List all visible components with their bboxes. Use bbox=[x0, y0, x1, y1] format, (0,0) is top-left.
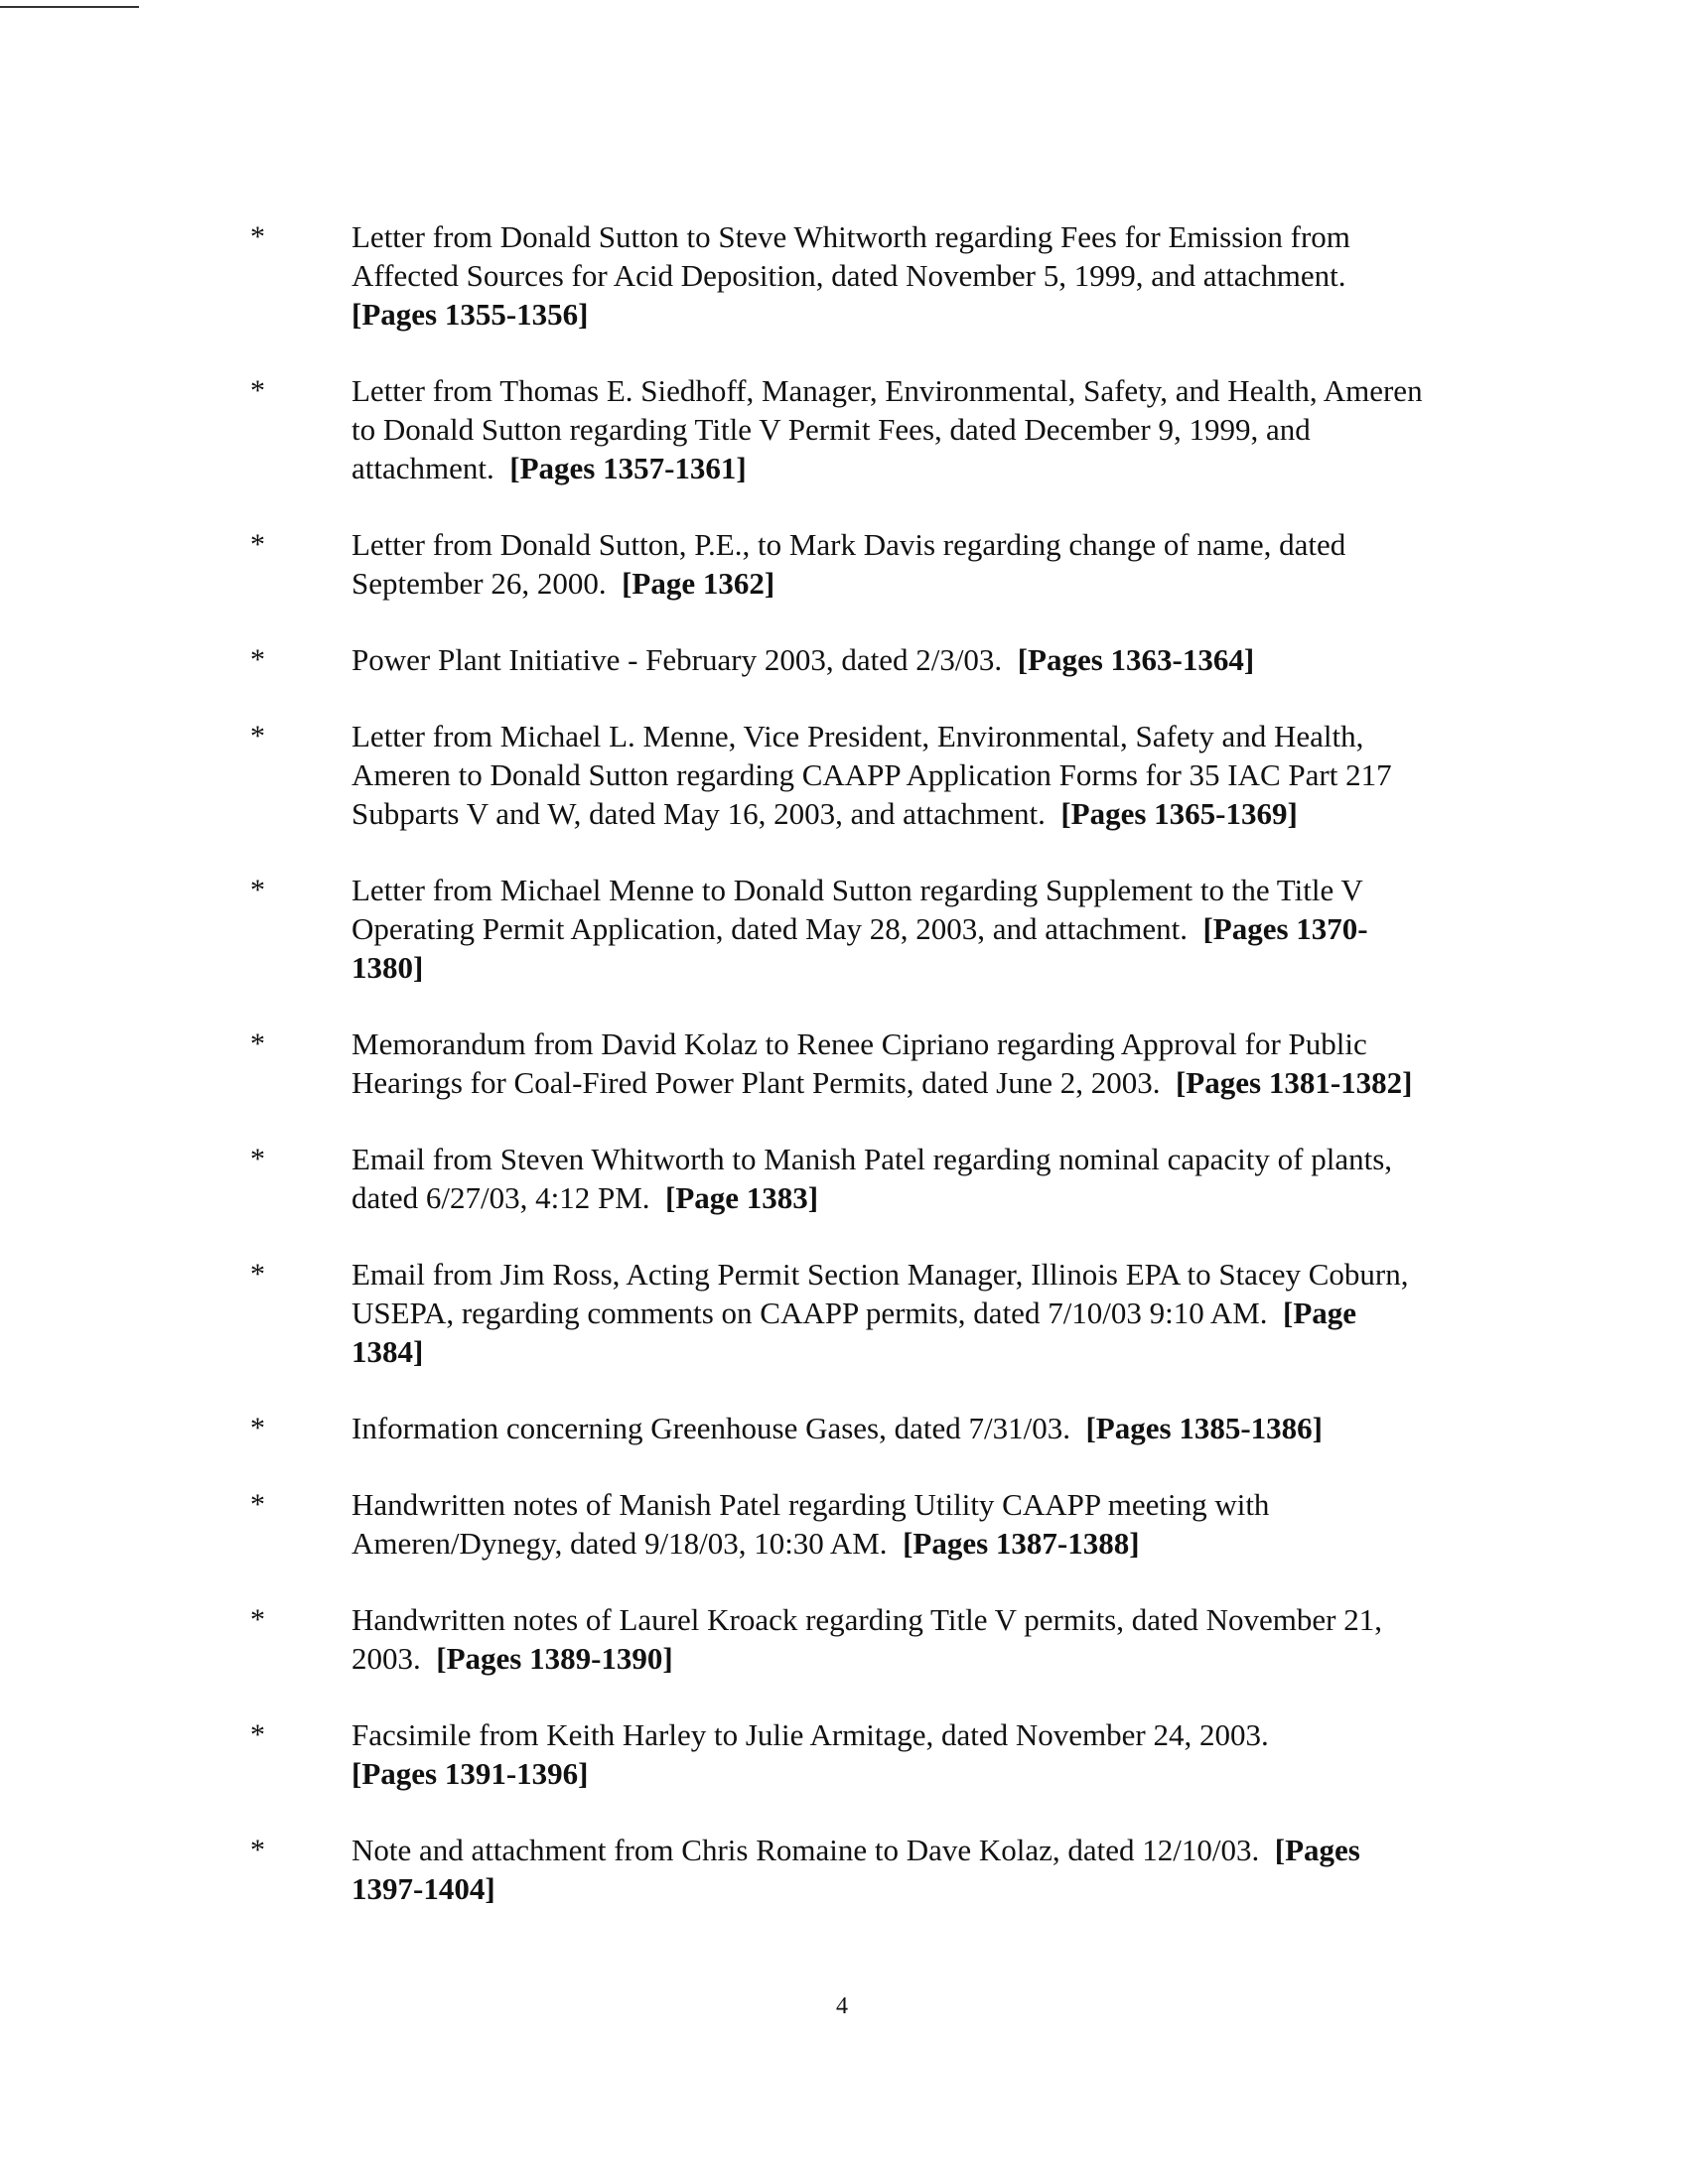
bullet-marker: * bbox=[250, 1258, 265, 1291]
entry-text: Letter from Michael Menne to Donald Sutton regarding Supplement to the Title V Operating Permit Application, dated May 28, 2003, and attachment. bbox=[351, 873, 1363, 946]
bullet-marker: * bbox=[250, 1027, 265, 1060]
entry-pages: [Pages 1397-1404] bbox=[351, 1833, 1360, 1906]
bullet-marker: * bbox=[250, 1488, 265, 1521]
entry-pages: [Pages 1381-1382] bbox=[1175, 1065, 1413, 1100]
entry-text: Memorandum from David Kolaz to Renee Cipriano regarding Approval for Public Hearings for Coal-Fired Power Plant Permits, dated June 2, 2003. bbox=[351, 1026, 1367, 1100]
bullet-marker: * bbox=[250, 220, 265, 253]
bullet-marker: * bbox=[250, 374, 265, 407]
entry-pages: [Pages 1365-1369] bbox=[1060, 796, 1298, 831]
entry-text: Note and attachment from Chris Romaine to Dave Kolaz, dated 12/10/03. bbox=[351, 1833, 1260, 1867]
entry-pages: [Pages 1385-1386] bbox=[1085, 1411, 1323, 1445]
entry-pages: [Pages 1355-1356] bbox=[351, 297, 589, 332]
entry-pages: [Pages 1370-1380] bbox=[351, 911, 1368, 985]
bullet-marker: * bbox=[250, 874, 265, 906]
page-number: 4 bbox=[836, 1993, 848, 2019]
list-item bbox=[0, 640, 1434, 679]
entry-text: Handwritten notes of Laurel Kroack regarding Title V permits, dated November 21, 2003. bbox=[351, 1602, 1382, 1676]
bullet-marker: * bbox=[250, 643, 265, 676]
entry-pages: [Page 1383] bbox=[665, 1180, 819, 1215]
corner-rule bbox=[0, 6, 139, 8]
bullet-marker: * bbox=[250, 1834, 265, 1866]
entry-pages: [Page 1362] bbox=[622, 566, 775, 601]
bullet-marker: * bbox=[250, 1143, 265, 1175]
entry-pages: [Pages 1357-1361] bbox=[509, 451, 747, 485]
list-item bbox=[0, 1140, 1434, 1217]
entry-text: Letter from Thomas E. Siedhoff, Manager, Environmental, Safety, and Health, Ameren to Donald Sutton regarding Title V Permit Fees, dated December 9, 1999, and attachment. bbox=[351, 373, 1423, 485]
document-entry-list bbox=[0, 217, 1684, 1946]
entry-pages: [Page 1384] bbox=[351, 1296, 1357, 1369]
entry-text: Email from Jim Ross, Acting Permit Section Manager, Illinois EPA to Stacey Coburn, USEPA, regarding comments on CAAPP permits, dated 7/10/03 9:10 AM. bbox=[351, 1257, 1409, 1330]
entry-pages: [Pages 1363-1364] bbox=[1017, 642, 1255, 677]
list-item bbox=[0, 717, 1434, 833]
list-item bbox=[0, 1715, 1434, 1793]
list-item bbox=[0, 1485, 1434, 1563]
entry-text: Handwritten notes of Manish Patel regarding Utility CAAPP meeting with Ameren/Dynegy, dated 9/18/03, 10:30 AM. bbox=[351, 1487, 1270, 1561]
entry-text: Email from Steven Whitworth to Manish Patel regarding nominal capacity of plants, dated 6/27/03, 4:12 PM. bbox=[351, 1142, 1393, 1215]
list-item bbox=[0, 1255, 1434, 1371]
bullet-marker: * bbox=[250, 1412, 265, 1444]
bullet-marker: * bbox=[250, 1718, 265, 1751]
entry-text: Letter from Donald Sutton, P.E., to Mark Davis regarding change of name, dated September 26, 2000. bbox=[351, 527, 1346, 601]
list-item bbox=[0, 871, 1434, 987]
bullet-marker: * bbox=[250, 720, 265, 752]
list-item bbox=[0, 1024, 1434, 1102]
entry-text: Information concerning Greenhouse Gases, dated 7/31/03. bbox=[351, 1411, 1070, 1445]
list-item bbox=[0, 525, 1434, 603]
bullet-marker: * bbox=[250, 528, 265, 561]
entry-text: Power Plant Initiative - February 2003, dated 2/3/03. bbox=[351, 642, 1003, 677]
list-item bbox=[0, 1600, 1434, 1678]
bullet-marker: * bbox=[250, 1603, 265, 1636]
list-item bbox=[0, 371, 1434, 487]
entry-pages: [Pages 1389-1390] bbox=[436, 1641, 673, 1676]
list-item bbox=[0, 1409, 1434, 1447]
list-item bbox=[0, 1831, 1434, 1908]
entry-pages: [Pages 1391-1396] bbox=[351, 1756, 589, 1791]
entry-text: Letter from Michael L. Menne, Vice President, Environmental, Safety and Health, Ameren to Donald Sutton regarding CAAPP Application Forms for 35 IAC Part 217 Subparts V and W, dated May 16, 2003, and attachment. bbox=[351, 719, 1392, 831]
entry-text: Facsimile from Keith Harley to Julie Armitage, dated November 24, 2003. bbox=[351, 1717, 1269, 1752]
entry-pages: [Pages 1387-1388] bbox=[903, 1526, 1140, 1561]
list-item bbox=[0, 217, 1434, 334]
entry-text: Letter from Donald Sutton to Steve Whitworth regarding Fees for Emission from Affected Sources for Acid Deposition, dated November 5, 1999, and attachment. bbox=[351, 219, 1350, 293]
